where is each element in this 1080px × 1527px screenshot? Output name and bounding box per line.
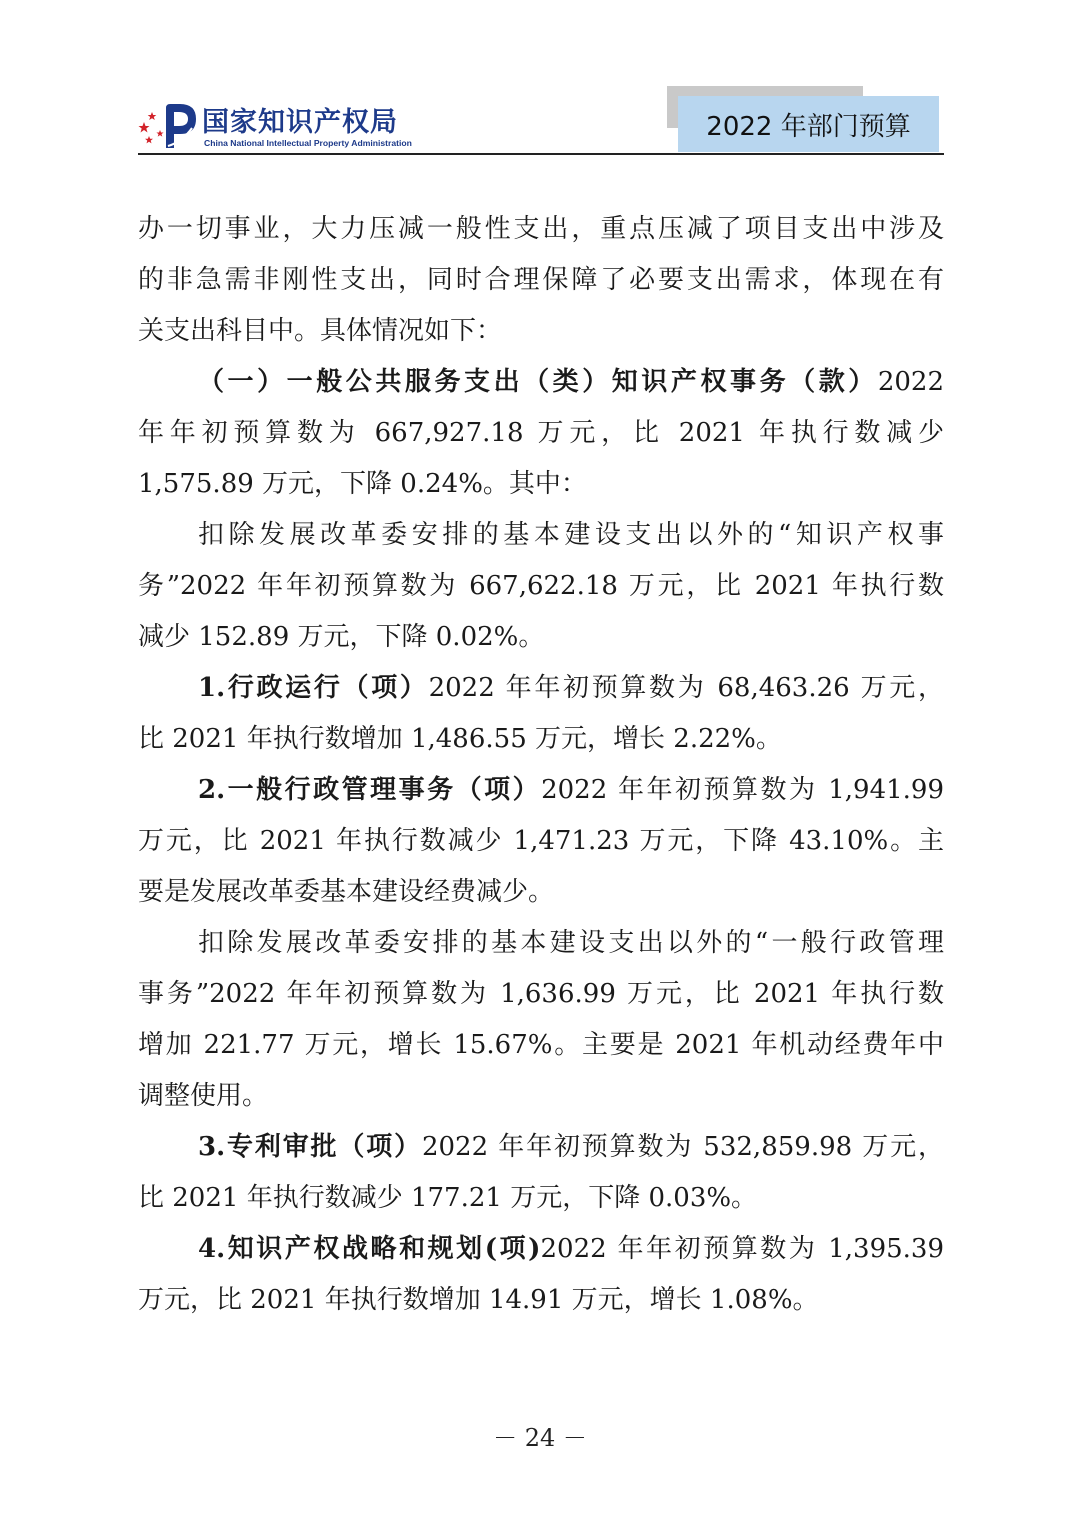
text-line: 事务”2022 年年初预算数为 1,636.99 万元，比 2021 年执行数 [138,979,944,1009]
item-heading: 1.行政运行（项） [198,673,429,703]
section-heading: （一）一般公共服务支出（类）知识产权事务（款） [198,367,878,397]
cnipa-logo [138,100,438,152]
item-heading-line [138,1122,944,1173]
text-line: 减少 152.89 万元，下降 0.02%。 [138,622,545,652]
text-fragment: 2022 [877,367,944,397]
text-line: 万元，比 2021 年执行数减少 1,471.23 万元，下降 43.10%。主 [138,826,944,856]
section-heading-line [138,357,944,408]
page-number: － 24 － [493,1424,587,1452]
org-name-en: China National Intellectual Property Administration [204,138,412,148]
text-line: 扣除发展改革委安排的基本建设支出以外的“一般行政管理 [198,928,944,958]
item-heading: 3.专利审批（项） [198,1132,422,1162]
text-fragment: 2022 年年初预算数为 1,941.99 [541,775,944,805]
text-line: 的非急需非刚性支出，同时合理保障了必要支出需求，体现在有 [138,265,944,295]
text-line: 务”2022 年年初预算数为 667,622.18 万元，比 2021 年执行数 [138,571,944,601]
item-heading-line [138,765,944,816]
org-name-cn: 国家知识产权局 [202,107,398,138]
text-line: 关支出科目中。具体情况如下： [138,316,503,346]
item-heading-line [138,1224,944,1275]
item-heading-line [138,663,944,714]
text-line: 比 2021 年执行数减少 177.21 万元，下降 0.03%。 [138,1183,758,1213]
text-line: 增加 221.77 万元，增长 15.67%。主要是 2021 年机动经费年中 [138,1030,944,1060]
doc-tag: 2022 年部门预算 [678,96,939,152]
text-line: 办一切事业，大力压减一般性支出，重点压减了项目支出中涉及 [138,214,944,244]
header-divider [138,153,944,155]
text-line: 1,575.89 万元，下降 0.24%。其中： [138,469,587,499]
text-fragment: 2022 年年初预算数为 532,859.98 万元， [421,1132,944,1162]
item-heading: 4.知识产权战略和规划(项) [198,1234,541,1264]
document-body [138,204,944,1326]
text-fragment: 2022 年年初预算数为 1,395.39 [540,1234,944,1264]
cnipa-emblem-icon [138,102,198,150]
text-fragment: 2022 年年初预算数为 68,463.26 万元， [428,673,944,703]
page-header [0,0,1080,160]
text-line: 调整使用。 [138,1081,269,1111]
item-heading: 2.一般行政管理事务（项） [198,775,542,805]
text-line: 年年初预算数为 667,927.18 万元，比 2021 年执行数减少 [138,418,944,448]
text-line: 万元，比 2021 年执行数增加 14.91 万元，增长 1.08%。 [138,1285,819,1315]
text-line: 要是发展改革委基本建设经费减少。 [138,877,555,907]
text-line: 扣除发展改革委安排的基本建设支出以外的“知识产权事 [198,520,944,550]
text-line: 比 2021 年执行数增加 1,486.55 万元，增长 2.22%。 [138,724,782,754]
